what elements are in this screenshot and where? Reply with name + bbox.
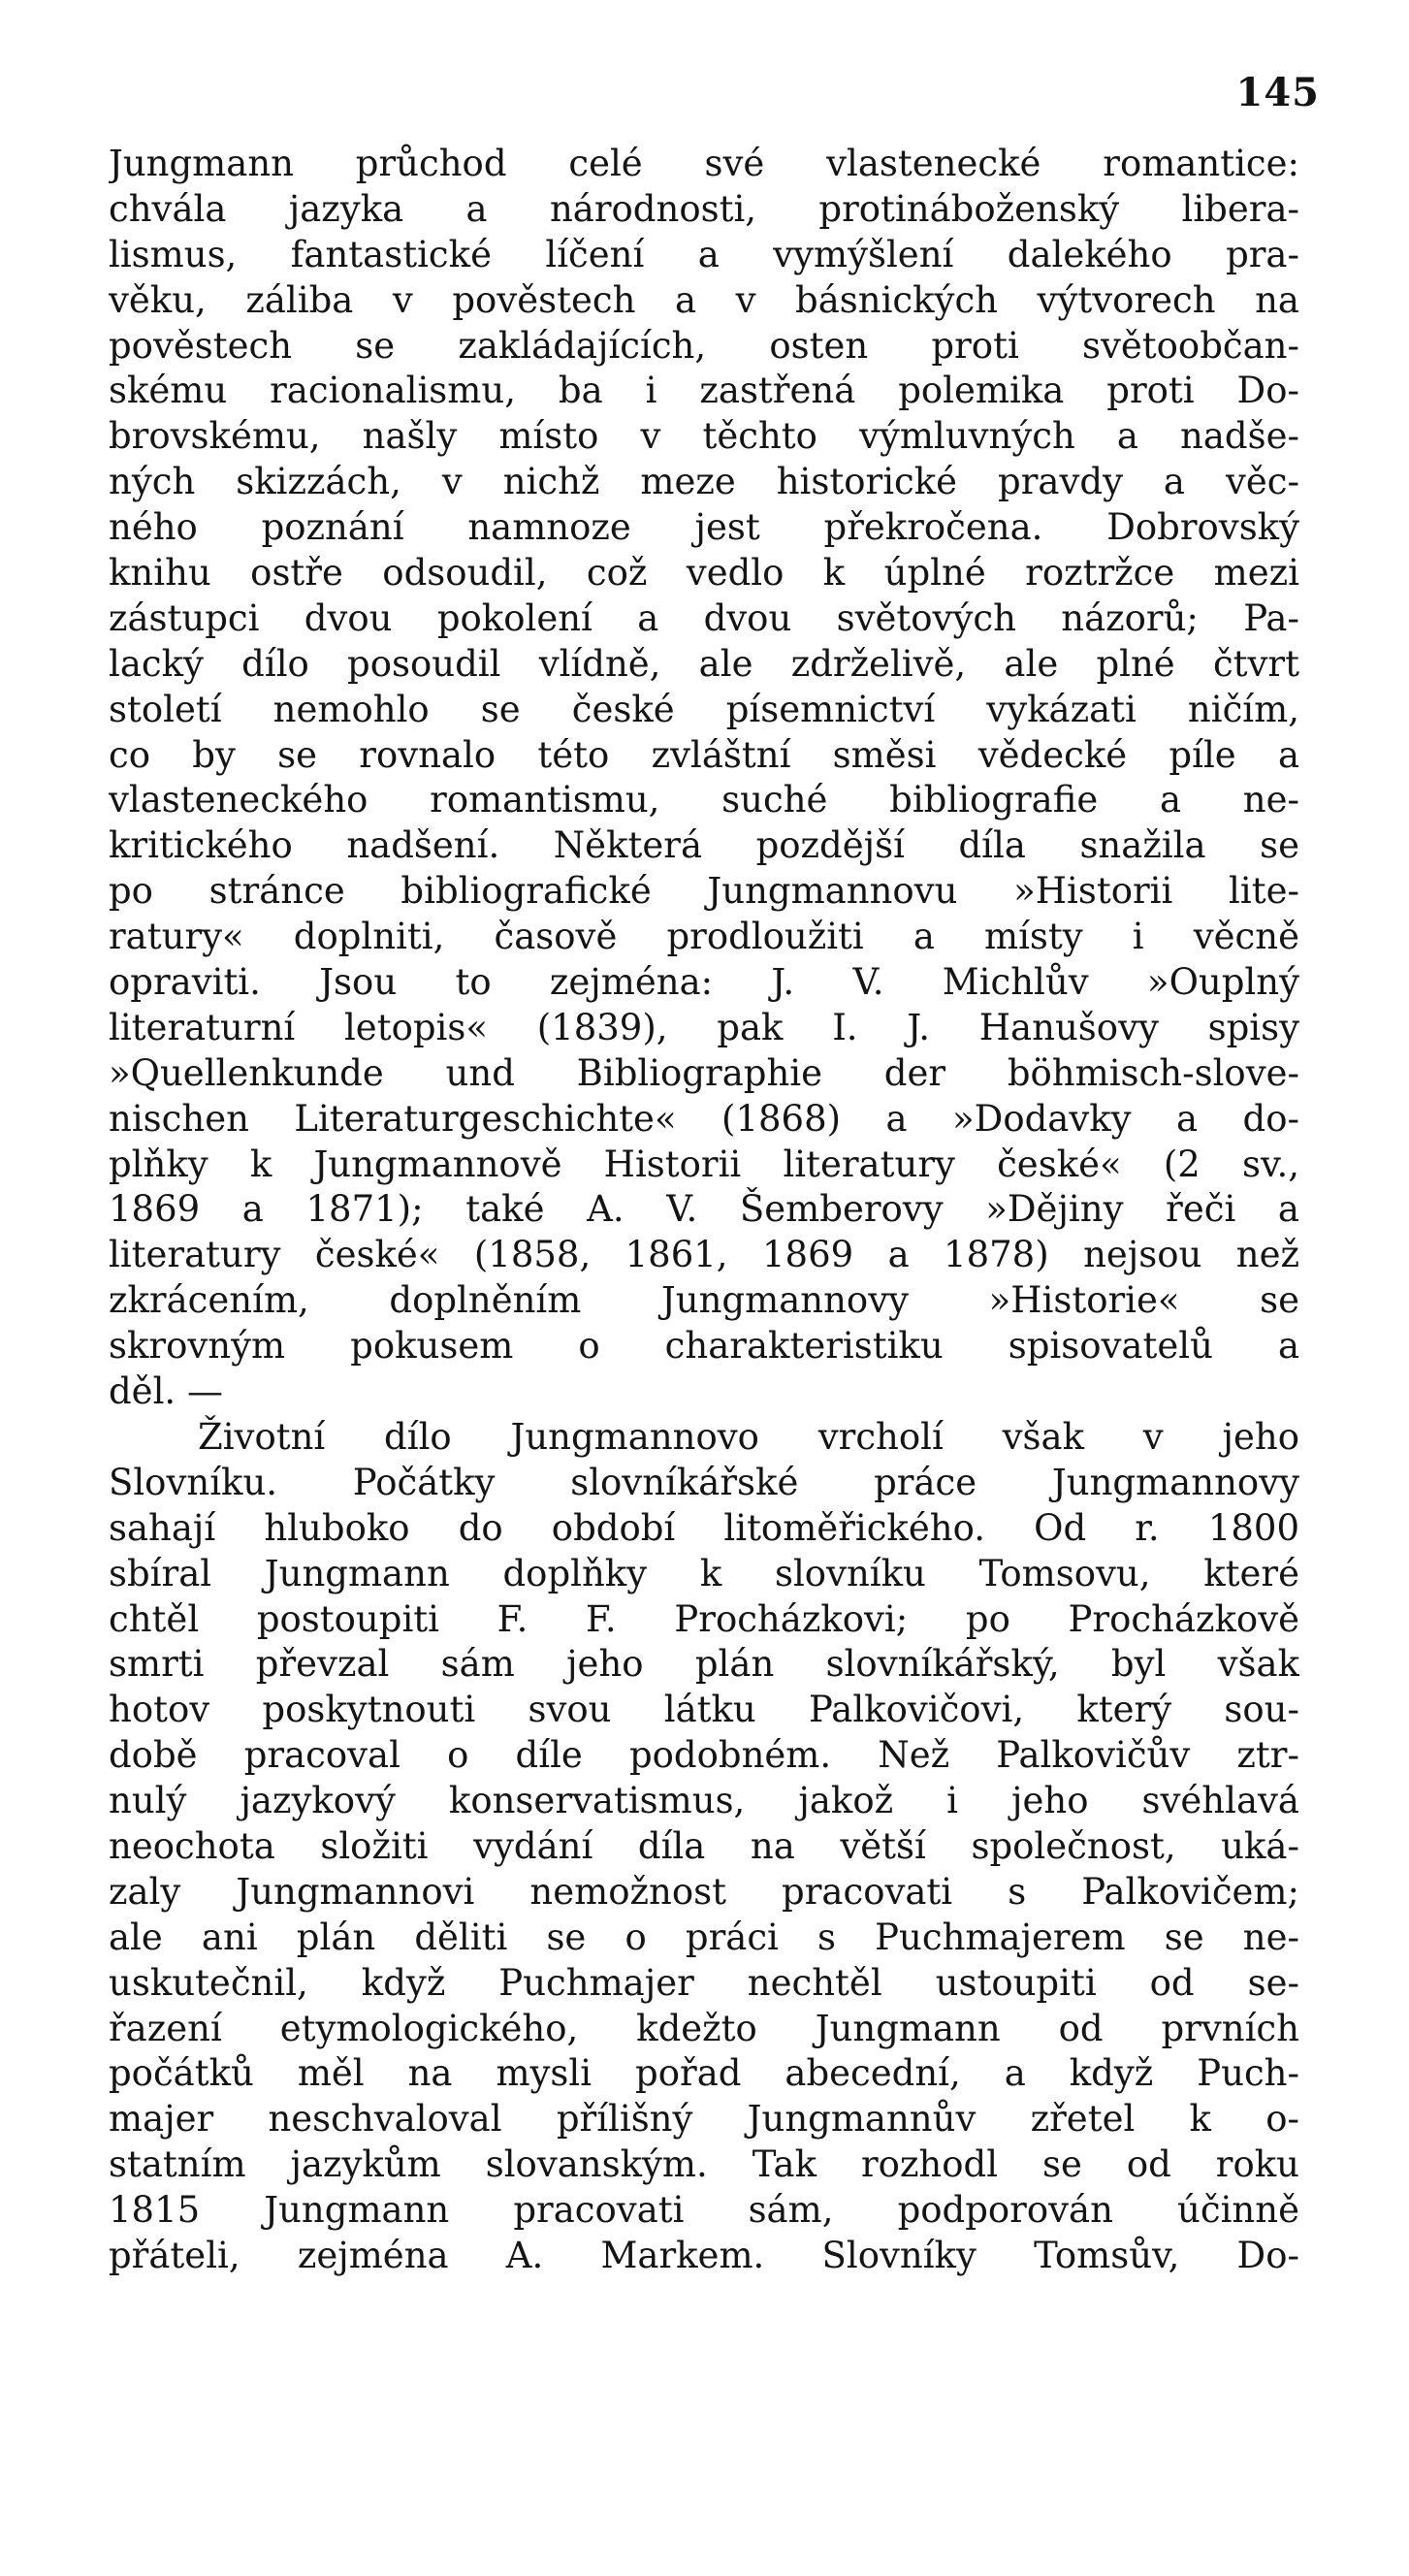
paragraph-end-line: děl. — (109, 1370, 223, 1413)
text-line: lismus, fantastické líčení a vymýšlení dalekého pra- (109, 233, 1299, 275)
text-line: majer neschvaloval přílišný Jungmannův zřetel k o- (109, 2098, 1299, 2141)
text-line: skrovným pokusem o charakteristiku spisovatelů a (109, 1325, 1299, 1368)
text-line: zástupci dvou pokolení a dvou světových názorů; Pa- (109, 596, 1299, 639)
text-line: vlasteneckého romantismu, suché bibliografie a ne- (109, 779, 1299, 821)
text-line: počátků měl na mysli pořad abecední, a když Puch- (109, 2052, 1299, 2095)
text-line: nischen Literaturgeschichte« (1868) a »Dodavky a do- (109, 1097, 1299, 1140)
text-line: ných skizzách, v nichž meze historické pravdy a věc- (109, 461, 1299, 503)
text-line: zkrácením, doplněním Jungmannovy »Historie« se (109, 1279, 1299, 1322)
text-line: nulý jazykový konservatismus, jakož i jeho svéhlavá (109, 1780, 1299, 1822)
text-line: řazení etymologického, kdežto Jungmann od prvních (109, 2007, 1299, 2049)
text-line: ného poznání namnoze jest překročena. Dobrovský (109, 506, 1299, 549)
text-line: smrti převzal sám jeho plán slovníkářský, byl však (109, 1643, 1299, 1686)
text-line: neochota složiti vydání díla na větší společnost, uká- (109, 1824, 1299, 1867)
text-line: věku, záliba v pověstech a v básnických výtvorech na (109, 278, 1299, 321)
text-line: kritického nadšení. Některá pozdější díla snažila se (109, 824, 1299, 867)
page-number: 145 (1235, 70, 1320, 115)
text-line: brovskému, našly místo v těchto výmluvných a nadše- (109, 415, 1299, 458)
text-line: chtěl postoupiti F. F. Procházkovi; po Procházkově (109, 1597, 1299, 1640)
text-line: ale ani plán děliti se o práci s Puchmajerem se ne- (109, 1916, 1299, 1958)
text-line: knihu ostře odsoudil, což vedlo k úplné roztržce mezi (109, 552, 1299, 595)
text-line: přáteli, zejména A. Markem. Slovníky Tomsův, Do- (109, 2234, 1299, 2276)
text-line: skému racionalismu, ba i zastřená polemika proti Do- (109, 370, 1299, 412)
text-line: století nemohlo se české písemnictví vykázati ničím, (109, 688, 1299, 730)
text-line: pověstech se zakládajících, osten proti světoobčan- (109, 324, 1299, 367)
text-line: opraviti. Jsou to zejména: J. V. Michlův »Ouplný (109, 961, 1299, 1004)
text-line: chvála jazyka a národnosti, protináboženský libera- (109, 187, 1299, 230)
body-text (109, 142, 1299, 2279)
text-line: ratury« doplniti, časově prodloužiti a místy i věcně (109, 916, 1299, 958)
text-line: zaly Jungmannovi nemožnost pracovati s Palkovičem; (109, 1870, 1299, 1913)
text-line: po stránce bibliografické Jungmannovu »Historii lite- (109, 870, 1299, 913)
text-line: plňky k Jungmannově Historii literatury české« (2 sv., (109, 1143, 1299, 1185)
text-line: hotov poskytnouti svou látku Palkovičovi, který sou- (109, 1689, 1299, 1731)
text-line: statním jazykům slovanským. Tak rozhodl se od roku (109, 2143, 1299, 2186)
paragraph-start-line: Životní dílo Jungmannovo vrcholí však v jeho (198, 1415, 1299, 1458)
text-line: literatury české« (1858, 1861, 1869 a 1878) nejsou než (109, 1234, 1299, 1276)
text-line: »Quellenkunde und Bibliographie der böhmisch-slove- (109, 1051, 1299, 1094)
text-line: uskutečnil, když Puchmajer nechtěl ustoupiti od se- (109, 1961, 1299, 2004)
text-line: 1869 a 1871); také A. V. Šemberovy »Dějiny řeči a (109, 1188, 1299, 1231)
text-line: lacký dílo posoudil vlídně, ale zdrželivě, ale plné čtvrt (109, 642, 1299, 685)
text-line: Slovníku. Počátky slovníkářské práce Jungmannovy (109, 1461, 1299, 1503)
text-line: sahají hluboko do období litoměřického. Od r. 1800 (109, 1506, 1299, 1549)
text-line: co by se rovnalo této zvláštní směsi vědecké píle a (109, 733, 1299, 776)
text-line: Jungmann průchod celé své vlastenecké romantice: (109, 143, 1299, 184)
text-line: 1815 Jungmann pracovati sám, podporován účinně (109, 2189, 1299, 2232)
text-line: literaturní letopis« (1839), pak I. J. Hanušovy spisy (109, 1006, 1299, 1048)
text-line: sbíral Jungmann doplňky k slovníku Tomsovu, které (109, 1552, 1299, 1594)
text-line: době pracoval o díle podobném. Než Palkovičův ztr- (109, 1734, 1299, 1777)
